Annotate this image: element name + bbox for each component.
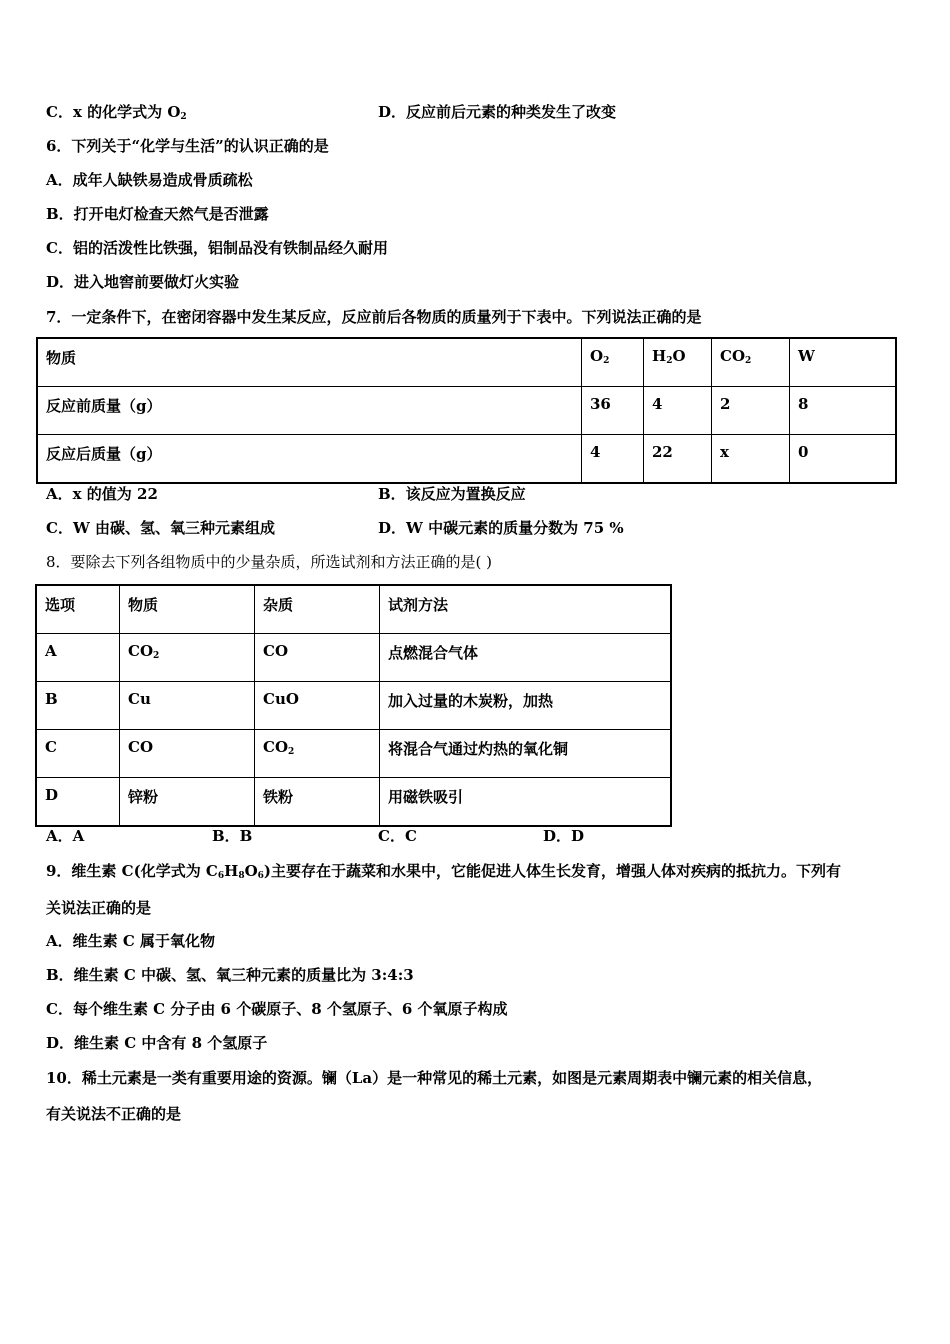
table-cell: 8 xyxy=(790,387,897,435)
q7-header-substance: 物质 xyxy=(37,338,582,387)
table-cell: 反应后质量（g） xyxy=(37,435,582,484)
q9-h: H xyxy=(224,862,239,880)
q9-option-c: C．每个维生素 C 分子由 6 个碳原子、8 个氢原子、6 个氧原子构成 xyxy=(46,1000,508,1018)
table-row xyxy=(36,634,671,682)
q6-option-d: D．进入地窖前要做灯火实验 xyxy=(46,273,240,291)
table-cell xyxy=(255,634,380,682)
q5-option-c-text: C．x 的化学式为 O xyxy=(46,103,181,121)
table-cell: 反应前质量（g） xyxy=(37,387,582,435)
q7-header-co2-text: CO xyxy=(720,347,746,365)
table-cell: x xyxy=(712,435,790,484)
q9-stem-post: )主要存在于蔬菜和水果中，它能促进人体生长发育，增强人体对疾病的抵抗力。下列有 xyxy=(263,862,842,880)
table-cell: 用磁铁吸引 xyxy=(380,778,672,827)
q9-sub-o: 6 xyxy=(257,871,264,881)
q9-sub-c: 6 xyxy=(217,871,225,881)
table-cell: 22 xyxy=(644,435,712,484)
q9-o: O xyxy=(244,862,258,880)
cell-text: 锌粉 xyxy=(128,788,159,806)
q7-mass-table xyxy=(36,337,897,484)
q9-option-b: B．维生素 C 中碳、氢、氧三种元素的质量比为 3:4:3 xyxy=(46,966,414,984)
cell-subscript: 2 xyxy=(153,651,160,661)
table-cell xyxy=(120,682,255,730)
q7-header-co2 xyxy=(712,338,790,387)
q7-header-h2o-subscript: 2 xyxy=(666,356,673,366)
q8-impurity-table xyxy=(35,584,672,827)
table-cell xyxy=(120,634,255,682)
table-cell: 2 xyxy=(712,387,790,435)
q7-header-h2o-o: O xyxy=(672,347,686,365)
table-cell: B xyxy=(36,682,120,730)
q6-option-b: B．打开电灯检查天然气是否泄露 xyxy=(46,205,269,223)
table-cell xyxy=(120,730,255,778)
q7-header-h2o xyxy=(644,338,712,387)
q6-option-a: A．成年人缺铁易造成骨质疏松 xyxy=(46,171,253,189)
table-cell: 4 xyxy=(644,387,712,435)
q9-stem xyxy=(46,861,841,881)
q8-header-option: 选项 xyxy=(36,585,120,634)
q7-stem: 7．一定条件下，在密闭容器中发生某反应，反应前后各物质的质量列于下表中。下列说法正确的是 xyxy=(46,308,702,326)
q9-stem-pre: 9．维生素 C(化学式为 C xyxy=(46,862,218,880)
table-cell: 4 xyxy=(582,435,644,484)
table-row xyxy=(36,778,671,827)
table-cell xyxy=(255,682,380,730)
cell-text: 铁粉 xyxy=(263,788,294,806)
table-row xyxy=(36,585,671,634)
table-row xyxy=(36,730,671,778)
cell-subscript: 2 xyxy=(288,747,295,757)
q7-header-co2-subscript: 2 xyxy=(745,356,752,366)
q8-header-method: 试剂方法 xyxy=(380,585,672,634)
q7-option-a: A．x 的值为 22 xyxy=(46,485,158,503)
table-cell: C xyxy=(36,730,120,778)
table-cell xyxy=(120,778,255,827)
table-cell: 将混合气通过灼热的氧化铜 xyxy=(380,730,672,778)
cell-text: Cu xyxy=(128,690,151,708)
q9-option-a: A．维生素 C 属于氧化物 xyxy=(46,932,216,950)
q8-stem: 8．要除去下列各组物质中的少量杂质，所选试剂和方法正确的是( ) xyxy=(46,553,493,571)
table-cell: D xyxy=(36,778,120,827)
q7-header-o2-subscript: 2 xyxy=(603,356,610,366)
table-cell: A xyxy=(36,634,120,682)
table-cell xyxy=(255,730,380,778)
q5-option-c-subscript: 2 xyxy=(180,112,187,122)
q8-option-c: C．C xyxy=(378,827,417,845)
q7-header-h2o-h: H xyxy=(652,347,667,365)
q7-option-c: C．W 由碳、氢、氧三种元素组成 xyxy=(46,519,276,537)
table-cell: 0 xyxy=(790,435,897,484)
table-row xyxy=(37,435,896,484)
table-cell xyxy=(255,778,380,827)
table-row xyxy=(37,338,896,387)
q5-option-c xyxy=(46,102,187,122)
q7-option-d: D．W 中碳元素的质量分数为 75 % xyxy=(378,519,624,537)
q8-option-b: B．B xyxy=(212,827,253,845)
cell-text: CO xyxy=(263,642,289,660)
table-cell: 点燃混合气体 xyxy=(380,634,672,682)
q9-option-d: D．维生素 C 中含有 8 个氢原子 xyxy=(46,1034,268,1052)
q7-header-o2 xyxy=(582,338,644,387)
table-row xyxy=(37,387,896,435)
q9-sub-h: 8 xyxy=(238,871,245,881)
cell-text: CuO xyxy=(263,690,299,708)
q7-option-b: B．该反应为置换反应 xyxy=(378,485,526,503)
q8-option-a: A．A xyxy=(46,827,85,845)
q10-stem-line2: 有关说法不正确的是 xyxy=(46,1105,182,1123)
cell-text: CO xyxy=(128,642,154,660)
q8-header-substance: 物质 xyxy=(120,585,255,634)
q8-option-d: D．D xyxy=(543,827,585,845)
q6-option-c: C．铝的活泼性比铁强，铝制品没有铁制品经久耐用 xyxy=(46,239,388,257)
q6-stem: 6．下列关于“化学与生活”的认识正确的是 xyxy=(46,137,329,155)
q5-option-d: D．反应前后元素的种类发生了改变 xyxy=(378,103,617,121)
q8-header-impurity: 杂质 xyxy=(255,585,380,634)
table-cell: 36 xyxy=(582,387,644,435)
cell-text: CO xyxy=(263,738,289,756)
q9-stem-line2: 关说法正确的是 xyxy=(46,899,152,917)
q7-header-w: W xyxy=(790,338,897,387)
cell-text: CO xyxy=(128,738,154,756)
table-row xyxy=(36,682,671,730)
table-cell: 加入过量的木炭粉，加热 xyxy=(380,682,672,730)
q10-stem-line1: 10．稀土元素是一类有重要用途的资源。镧（La）是一种常见的稀土元素，如图是元素周期表中镧元素的相关信息， xyxy=(46,1069,823,1087)
q7-header-o2-text: O xyxy=(590,347,604,365)
